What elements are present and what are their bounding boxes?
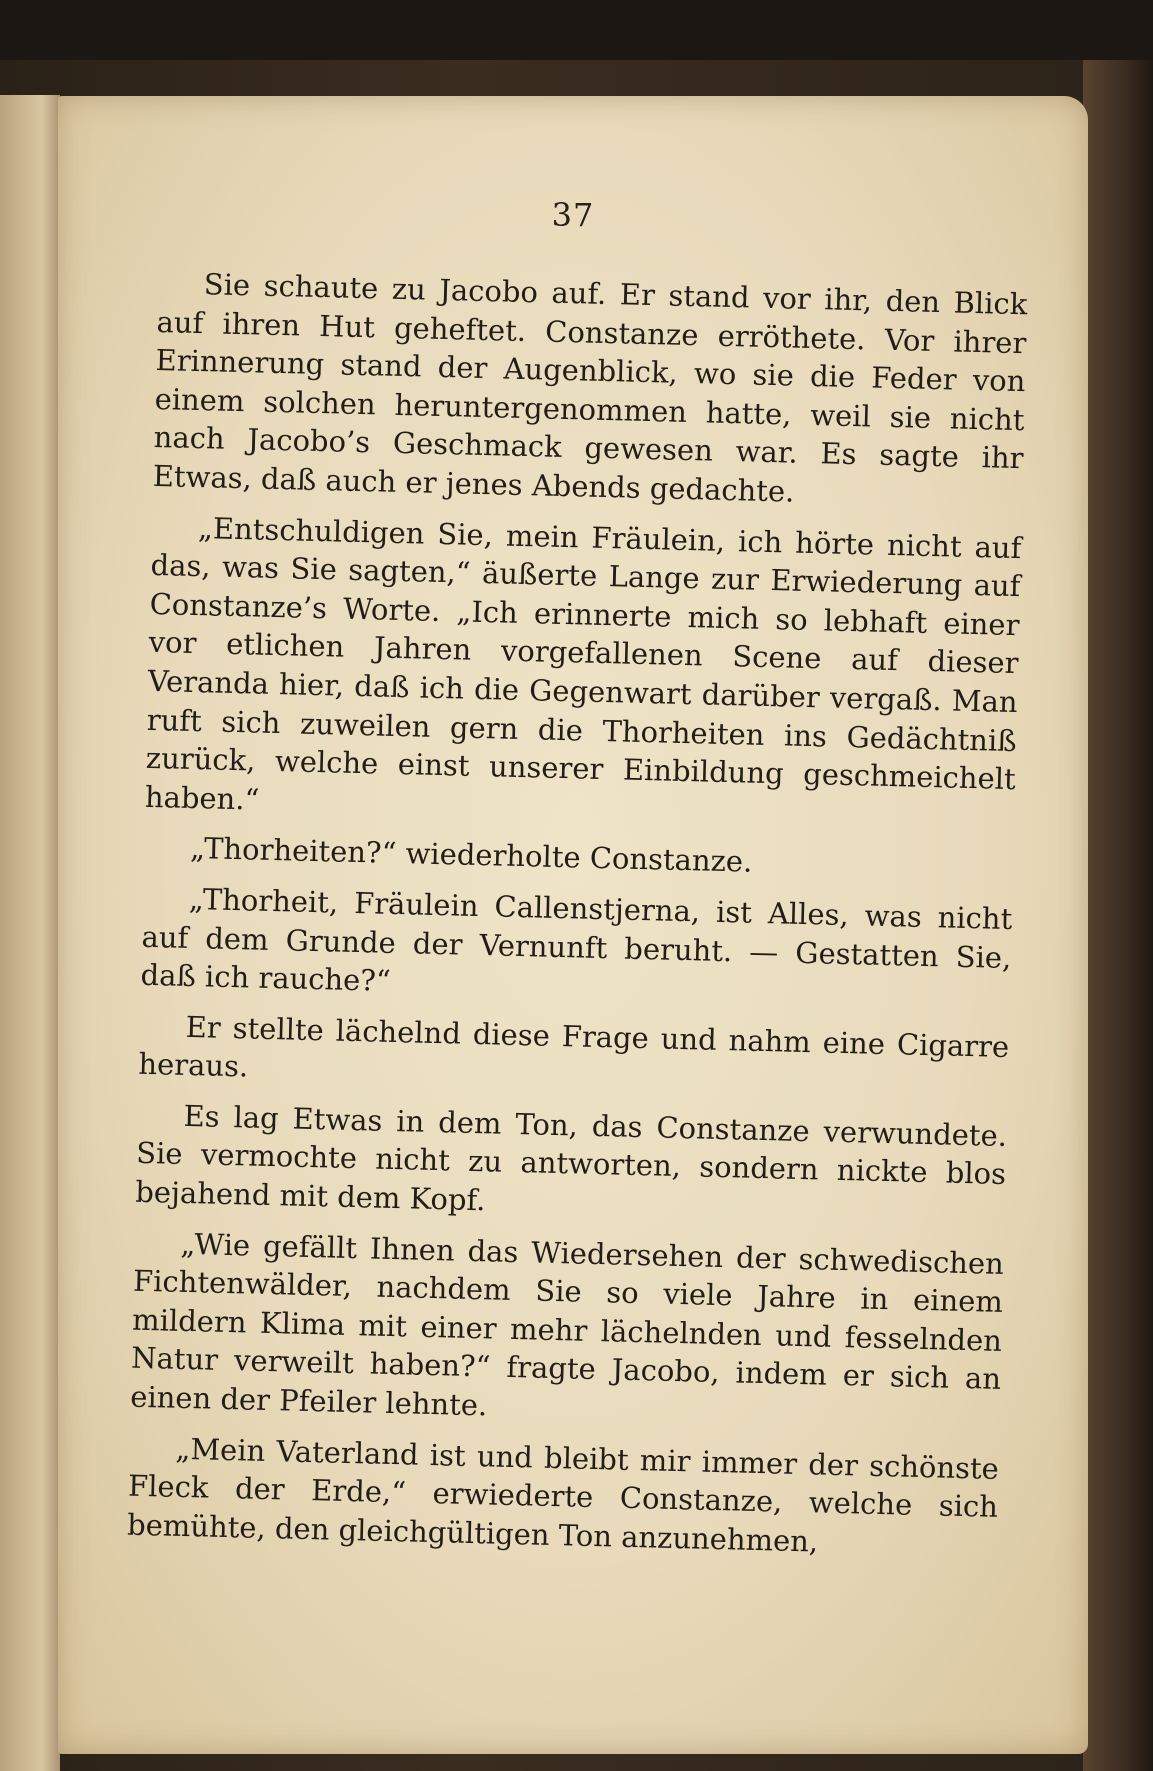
paragraph-4: „Thorheit, Fräulein Callenstjerna, ist Alles, was nicht auf dem Grunde der Vernunft beruht. — Gestatten Sie, daß ich rauche?“ [140, 881, 1013, 998]
book-page-edges [1083, 60, 1153, 1771]
book-page [58, 96, 1088, 1754]
page-text [126, 264, 1027, 1577]
paragraph-3: „Thorheiten?“ wiederholte Constanze. [189, 831, 753, 880]
paragraph-5: Er stellte lächelnd diese Frage und nahm eine Cigarre heraus. [138, 1009, 1010, 1084]
previous-page-edge [0, 95, 60, 1771]
paragraph-2: „Entschuldigen Sie, mein Fräulein, ich hörte nicht auf das, was Sie sagten,“ äußerte Lange zur Erwiederung auf Constanze’s Worte. „Ich erinnerte mich so lebhaft einer vor etlichen Jahren vorgefallenen Scene auf dieser Veranda hier, daß ich die Gegenwart darüber vergaß. Man ruft sich zuweilen gern die Thorheiten ins Gedächtniß zurück, welche einst unserer Einbildung geschmeichelt haben.“ [144, 510, 1022, 817]
paragraph-6: Es lag Etwas in dem Ton, das Constanze verwundete. Sie vermochte nicht zu antworten, sondern nickte blos bejahend mit dem Kopf. [134, 1098, 1008, 1218]
paragraph-1: Sie schaute zu Jacobo auf. Er stand vor ihr, den Blick auf ihren Hut geheftet. Constanze erröthete. Vor ihrer Erinnerung stand der Augenblick, wo sie die Feder von einem solchen heruntergenommen hatte, weil sie nicht nach Jacobo’s Geschmack gewesen war. Es sagte ihr Etwas, daß auch er jenes Abends gedachte. [152, 267, 1028, 509]
paragraph-7: „Wie gefällt Ihnen das Wiedersehen der schwedischen Fichtenwälder, nachdem Sie so viele Jahre in einem mildern Klima mit einer mehr lächelnden und fesselnden Natur verweilt haben?“ fragte Jacobo, indem er sich an einen der Pfeiler lehnte. [129, 1226, 1005, 1423]
page-number: 37 [551, 196, 595, 234]
paragraph-8: „Mein Vaterland ist und bleibt mir immer der schönste Fleck der Erde,“ erwiederte Constanze, welche sich bemühte, den gleichgültigen Ton anzunehmen, [126, 1431, 1000, 1559]
